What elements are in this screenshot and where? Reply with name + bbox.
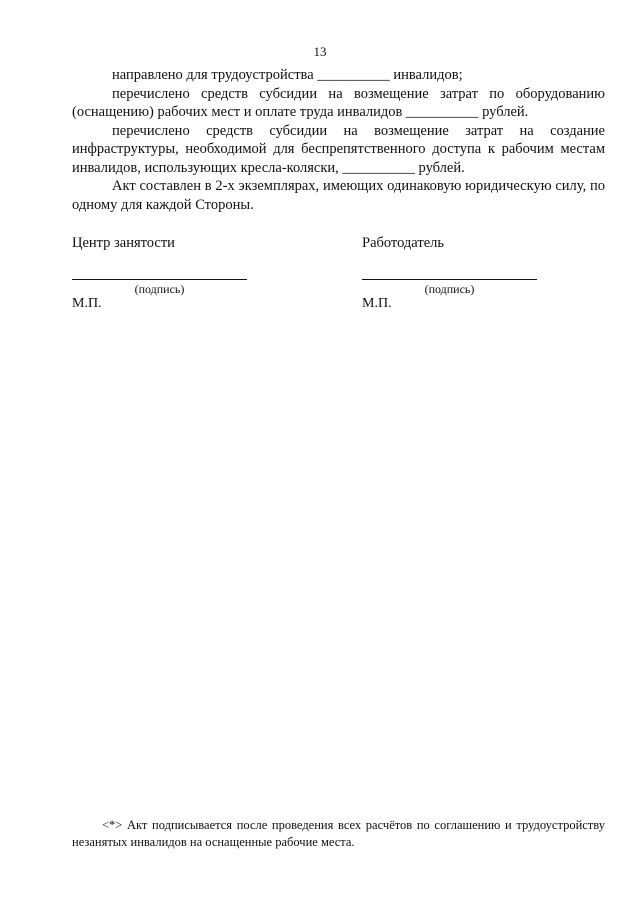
signature-line [362,279,537,280]
signature-block [72,234,605,324]
paragraph-employed-count: направлено для трудоустройства __________ инвалидов; [112,67,463,83]
signature-caption: (подпись) [134,282,185,296]
signature-line [72,279,247,280]
page-number: 13 [313,44,327,59]
act-body [72,66,605,214]
stamp-placeholder: М.П. [362,296,392,311]
signature-employment-center [72,234,292,312]
stamp-placeholder: М.П. [72,296,102,311]
paragraph-copies-statement: Акт составлен в 2-х экземплярах, имеющих одинаковую юридическую силу, по одному для каждой Стороны. [72,178,605,213]
footnote: <*> Акт подписывается после проведения всех расчётов по соглашению и трудоустройству незанятых инвалидов на оснащенные рабочие места. [72,818,605,849]
paragraph-equipment-subsidy: перечислено средств субсидии на возмещение затрат по оборудованию (оснащению) рабочих мест и оплате труда инвалидов __________ рублей. [72,85,605,120]
party-name-employer: Работодатель [362,235,444,251]
signature-caption: (подпись) [424,282,475,296]
party-name-employment-center: Центр занятости [72,235,175,251]
paragraph-infrastructure-subsidy: перечислено средств субсидии на возмещение затрат на создание инфраструктуры, необходимой для беспрепятственного доступа к рабочим местам инвалидов, использующих кресла-коляски, __________ рублей. [72,122,605,176]
signature-employer [362,234,582,312]
